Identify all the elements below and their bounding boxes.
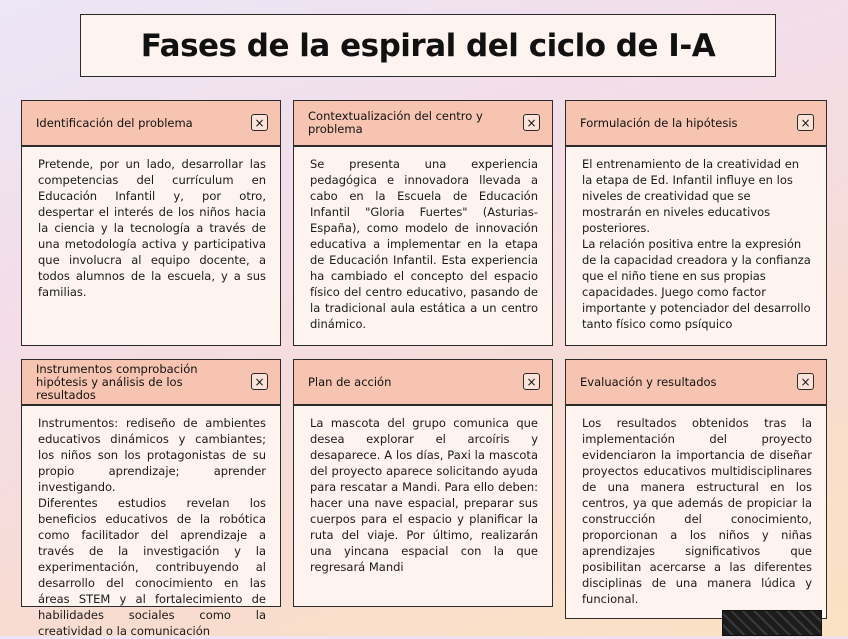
card-body-instrumentos	[21, 405, 281, 638]
card-header-label: Instrumentos comprobación hipótesis y análisis de los resultados	[36, 361, 198, 402]
close-icon[interactable]: ×	[251, 373, 268, 390]
close-icon[interactable]: ×	[797, 373, 814, 390]
decorative-stripe-block	[722, 610, 822, 636]
card-header-identificacion	[21, 100, 281, 146]
card-header-label: Evaluación y resultados	[580, 374, 717, 389]
close-icon[interactable]: ×	[251, 114, 268, 131]
card-header-plan-accion	[293, 359, 553, 405]
card-body-text: El entrenamiento de la creatividad en la etapa de Ed. Infantil influye en los niveles de creatividad que se mostrarán en niveles educativos posteriores. La relación positiva entre la expresión de la capacidad creadora y la confianza que el niño tiene en sus propias capacidades. Juego como factor importante y potenciador del desarrollo tanto físico como psíquico	[582, 157, 811, 331]
card-header-evaluacion	[565, 359, 827, 405]
card-body-evaluacion	[565, 405, 827, 619]
card-body-text: Los resultados obtenidos tras la implementación del proyecto evidenciaron la importancia de diseñar proyectos educativos multidisciplinares de una manera estructural en los centros, ya que además de propiciar la construcción del conocimiento, proporcionan a los niños y niñas aprendizajes significativos que posibilitan acercarse a las diferentes disciplinas de una manera lúdica y funcional.	[582, 416, 812, 606]
close-icon[interactable]: ×	[523, 373, 540, 390]
card-body-text: Instrumentos: rediseño de ambientes educativos dinámicos y cambiantes; los niños son los protagonistas de su propio aprendizaje; aprender investigando. Diferentes estudios revelan los beneficios educativos de la robótica como facilitador del aprendizaje a través de la investigación y la experimentación, contribuyendo al desarrollo del conocimiento en las áreas STEM y al fortalecimiento de habilidades sociales como la creatividad o la comunicación	[38, 416, 266, 638]
card-body-formulacion	[565, 146, 827, 346]
page-title: Fases de la espiral del ciclo de I-A	[140, 27, 716, 64]
title-banner	[80, 14, 776, 77]
close-icon[interactable]: ×	[797, 114, 814, 131]
card-header-instrumentos	[21, 359, 281, 405]
card-body-contextualizacion	[293, 146, 553, 346]
card-header-label: Identificación del problema	[36, 115, 193, 130]
card-body-text: La mascota del grupo comunica que desea explorar el arcoíris y desaparece. A los días, Paxi la mascota del proyecto aparece solicitando ayuda para rescatar a Mandi. Para ello deben: hacer una nave espacial, preparar sus cuerpos para el espacio y planificar la ruta del viaje. Por último, realizarán una yincana espacial con la que regresará Mandi	[310, 416, 538, 574]
card-header-contextualizacion	[293, 100, 553, 146]
card-body-text: Se presenta una experiencia pedagógica e innovadora llevada a cabo en la Escuela de Educación Infantil "Gloria Fuertes" (Asturias-España), como modelo de innovación educativa a implementar en la etapa de Educación Infantil. Esta experiencia ha cambiado el concepto del espacio físico del centro educativo, pasando de la tradicional aula estática a un centro dinámico.	[310, 157, 538, 331]
card-header-formulacion	[565, 100, 827, 146]
card-body-identificacion	[21, 146, 281, 346]
card-header-label: Contextualización del centro y problema	[308, 109, 483, 136]
card-body-plan-accion	[293, 405, 553, 607]
card-body-text: Pretende, por un lado, desarrollar las competencias del currículum en Educación Infantil y, por otro, despertar el interés de los niños hacia la ciencia y la tecnología a través de una metodología activa y participativa que involucra al equipo docente, a todos alumnos de la escuela, y a sus familias.	[38, 157, 266, 299]
close-icon[interactable]: ×	[523, 114, 540, 131]
card-header-label: Plan de acción	[308, 374, 392, 389]
card-header-label: Formulación de la hipótesis	[580, 115, 738, 130]
